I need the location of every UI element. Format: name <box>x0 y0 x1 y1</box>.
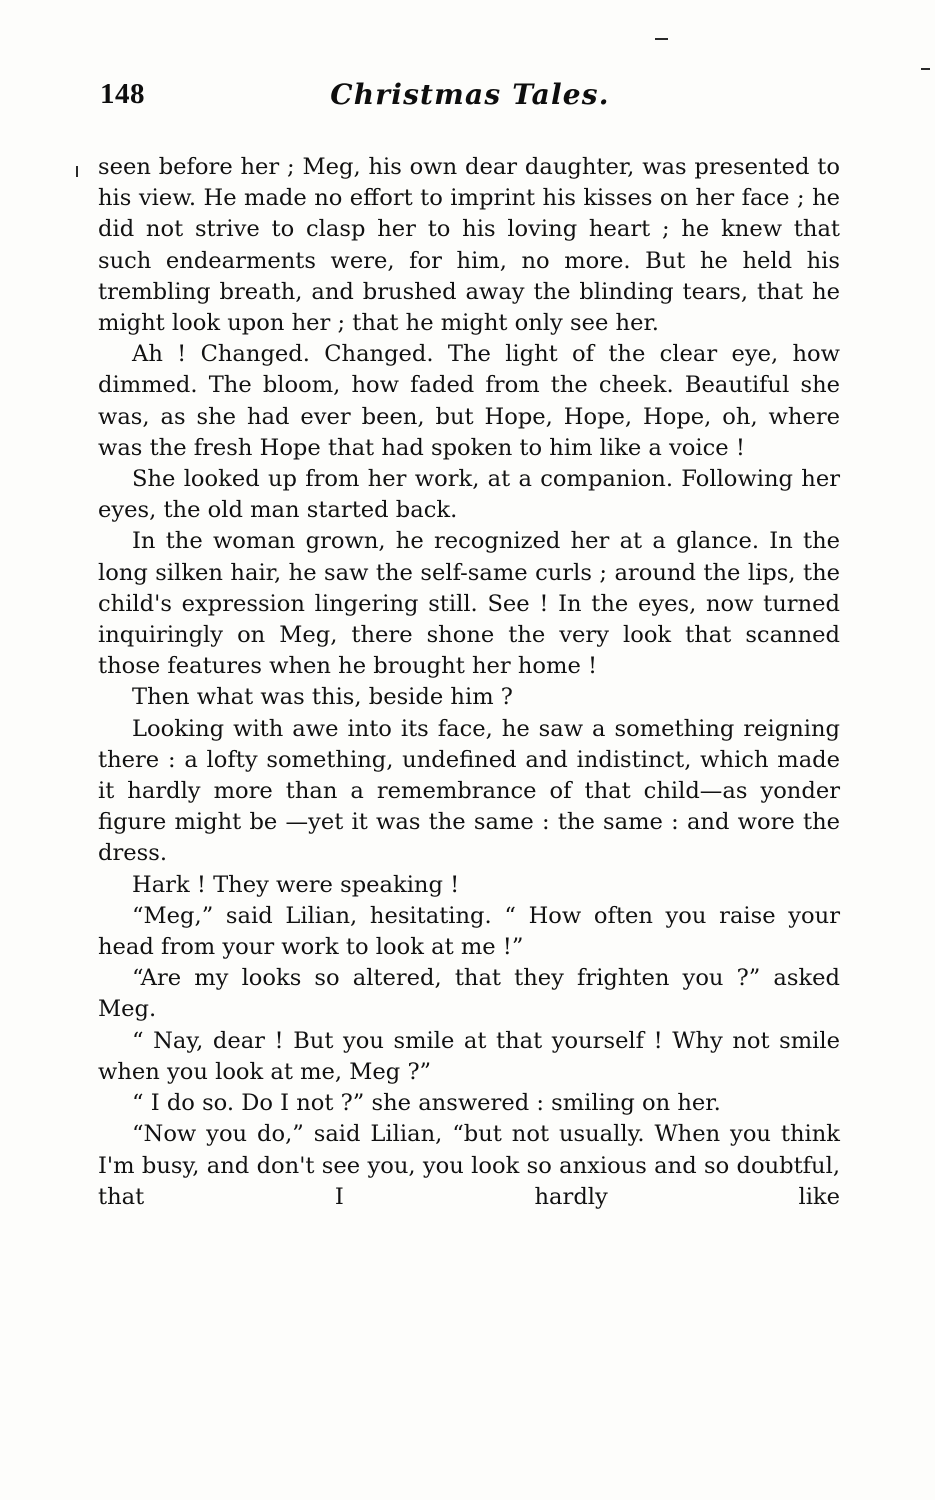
paragraph: “Are my looks so altered, that they frighten you ?” asked Meg. <box>98 965 840 1023</box>
page-number: 148 <box>100 78 145 110</box>
paragraph: “Now you do,” said Lilian, “but not usually. When you think I'm busy, and don't see you, you look so anxious and so doubtful, that I hardly like <box>98 1121 840 1210</box>
paragraph: Looking with awe into its face, he saw a something reigning there : a lofty something, undefined and indistinct, which made it hardly more than a remembrance of that child—as yonder figure might be —yet it was the same : the same : and wore the dress. <box>98 715 840 867</box>
paragraph: “ I do so. Do I not ?” she answered : smiling on her. <box>132 1090 721 1117</box>
paragraph: Ah ! Changed. Changed. The light of the clear eye, how dimmed. The bloom, how faded from the cheek. Beautiful she was, as she had ever been, but Hope, Hope, Hope, oh, where was the fresh Hope that had spoken to him like a voice ! <box>98 341 840 461</box>
scan-artifact-tick-left <box>76 166 78 177</box>
paragraph: seen before her ; Meg, his own dear daughter, was presented to his view. He made no effort to imprint his kisses on her face ; he did not strive to clasp her to his loving heart ; he knew that such endearments were, for him, no more. But he held his trembling breath, and brushed away the blinding tears, that he might look upon her ; that he might only see her. <box>98 154 840 337</box>
paragraph: “Meg,” said Lilian, hesitating. “ How often you raise your head from your work to look at me !” <box>98 902 840 961</box>
paragraph: She looked up from her work, at a companion. Following her eyes, the old man started back. <box>98 466 840 524</box>
scan-artifact-dash-top <box>655 38 668 40</box>
paragraph: In the woman grown, he recognized her at a glance. In the long silken hair, he saw the self-same curls ; around the lips, the child's expression lingering still. See ! In the eyes, now turned inquiringly on Meg, there shone the very look that scanned those features when he brought her home ! <box>98 528 840 680</box>
body-text <box>98 152 840 1213</box>
paragraph: “ Nay, dear ! But you smile at that yourself ! Why not smile when you look at me, Meg ?” <box>98 1027 840 1085</box>
paragraph: Hark ! They were speaking ! <box>132 871 460 898</box>
paragraph: Then what was this, beside him ? <box>132 684 513 711</box>
scan-artifact-tick-right <box>921 68 930 70</box>
page-header <box>100 78 840 122</box>
running-title: Christmas Tales. <box>330 78 610 111</box>
